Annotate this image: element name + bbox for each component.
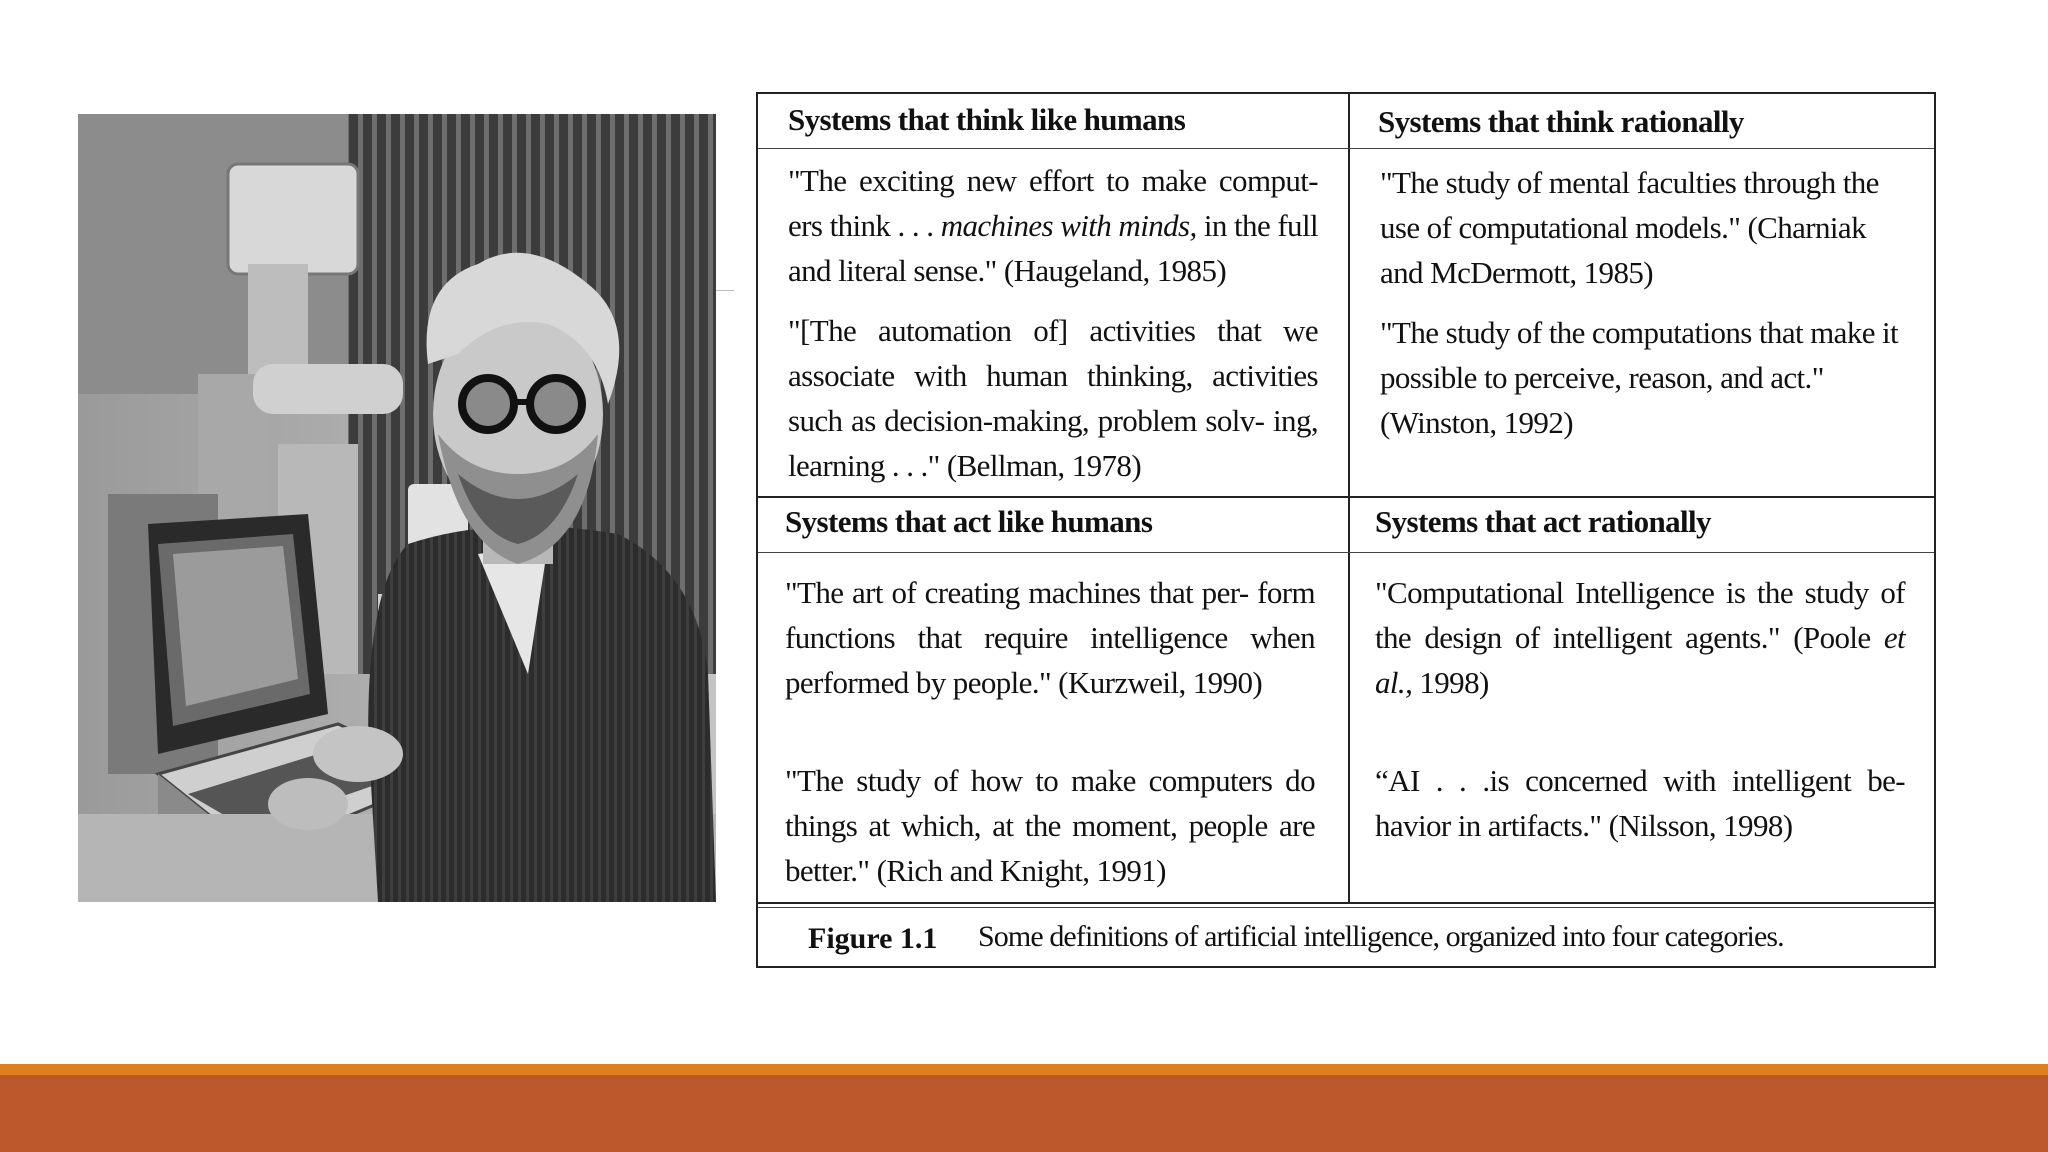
quote-poole — [1375, 570, 1905, 705]
photo-illustration — [78, 114, 716, 902]
quote-text: in the full and literal sense." (Haugeland, 1985) — [788, 208, 1318, 288]
row-rule — [758, 148, 1934, 149]
heading-act-rationally: Systems that act rationally — [1375, 504, 1711, 539]
row-rule — [758, 907, 1934, 908]
quote-emphasis: machines with minds, — [940, 208, 1197, 243]
quote-kurzweil: "The art of creating machines that per- form functions that require intelligence when performed by people." (Kurzweil, 1990) — [785, 575, 1315, 700]
footer-bar — [0, 1075, 2048, 1152]
column-divider — [1348, 94, 1350, 902]
row-rule — [758, 552, 1934, 553]
row-rule — [758, 902, 1934, 904]
row-rule — [758, 496, 1934, 498]
footer-accent-stripe — [0, 1064, 2048, 1075]
quote-charniak: "The study of mental faculties through the use of computational models." (Charniak and McDermott, 1985) — [1380, 165, 1879, 290]
ai-definitions-table — [756, 92, 1936, 968]
quote-rich-knight: "The study of how to make computers do things at which, at the moment, people are better." (Rich and Knight, 1991) — [785, 763, 1315, 888]
scientist-photo — [78, 114, 716, 902]
heading-act-like-humans: Systems that act like humans — [785, 504, 1153, 539]
quote-winston: "The study of the computations that make it possible to perceive, reason, and act." (Winston, 1992) — [1380, 315, 1899, 440]
quote-nilsson: “AI . . .is concerned with intelligent be- havior in artifacts." (Nilsson, 1998) — [1375, 763, 1905, 843]
divider-tick — [716, 290, 734, 291]
quote-text: "Computational Intelligence is the study of the design of intelligent agents." (Poole — [1375, 575, 1905, 655]
heading-think-like-humans: Systems that think like humans — [788, 102, 1186, 137]
quote-text: 1998) — [1412, 665, 1489, 700]
heading-think-rationally: Systems that think rationally — [1378, 104, 1744, 139]
quote-emphasis: et al., — [1375, 620, 1905, 700]
figure-caption: Some definitions of artificial intelligence, organized into four categories. — [978, 920, 1784, 953]
quote-text: "The exciting new effort to make comput- ers think . . . — [788, 163, 1318, 243]
figure-label: Figure 1.1 — [808, 922, 938, 955]
quote-bellman: "[The automation of] activities that we associate with human thinking, activities such as decision-making, problem solv- ing, learning . . ." (Bellman, 1978) — [788, 313, 1318, 483]
quote-haugeland — [788, 158, 1318, 293]
